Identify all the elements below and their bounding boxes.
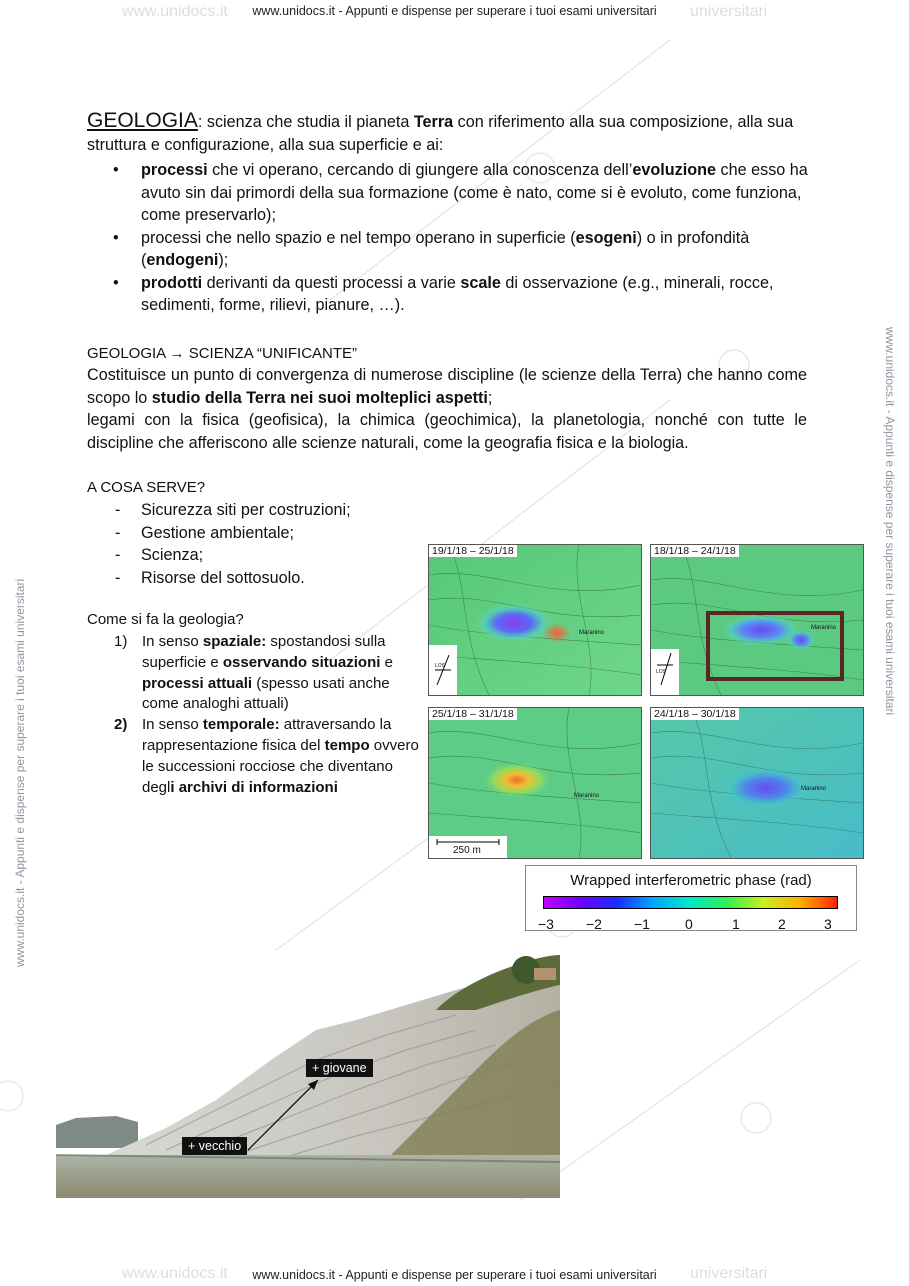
watermark-bottom-left: www.unidocs.it: [122, 1265, 228, 1282]
insar-los-label: LOS: [656, 669, 667, 675]
insar-scale-label: 250 m: [453, 845, 481, 856]
serve-item: - Gestione ambientale;: [87, 522, 417, 545]
insar-map-4: [651, 708, 863, 858]
come-list: [87, 632, 422, 798]
insar-place-label: Maranino: [579, 630, 605, 636]
serve-item: - Scienza;: [87, 544, 417, 567]
bullet-prodotti: • prodotti derivanti da questi processi a varie scale di osservazione (e.g., minerali, rocce, sedimenti, forme, rilievi, pianure, …).: [87, 272, 817, 317]
serve-item: - Sicurezza siti per costruzioni;: [87, 499, 417, 522]
page-header[interactable]: www.unidocs.it - Appunti e dispense per superare i tuoi esami universitari: [252, 4, 657, 18]
insar-panel-2: [650, 544, 864, 696]
colorbar-tick: 0: [685, 916, 693, 931]
intro-paragraph: [87, 110, 817, 156]
colorbar-tick: 3: [824, 916, 832, 931]
intro-bullets: [87, 159, 817, 317]
insar-place-label: Maranino: [801, 786, 827, 792]
label-giovane: + giovane: [306, 1059, 373, 1077]
serve-heading: A COSA SERVE?: [87, 479, 206, 496]
serve-item: - Risorse del sottosuolo.: [87, 567, 417, 590]
colorbar-legend: [525, 865, 857, 931]
colorbar-gradient: [543, 896, 838, 909]
intro-text-2: con riferimento alla sua composizione, alla sua struttura e configurazione, alla sua superficie e ai:: [87, 113, 794, 154]
colorbar-tick: −3: [538, 916, 554, 931]
cliff-photo: [56, 950, 560, 1198]
colorbar-ticks: [526, 916, 856, 931]
unificante-paragraph: Costituisce un punto di convergenza di numerose discipline (le scienze della Terra) che hanno come scopo lo studio della Terra nei suoi molteplici aspetti; legami con la fisica (geofisica), la chimica (geochimica), la planetologia, nonché con tutte le discipline che afferiscono alle scienze naturali, come la geografia fisica e la biologia.: [87, 366, 807, 452]
serve-list: [87, 499, 417, 589]
label-vecchio: + vecchio: [182, 1137, 247, 1155]
insar-place-label: Maranino: [811, 625, 837, 631]
colorbar-title: Wrapped interferometric phase (rad): [570, 872, 812, 889]
page-footer[interactable]: www.unidocs.it - Appunti e dispense per superare i tuoi esami universitari: [252, 1268, 657, 1282]
term-geologia: GEOLOGIA: [87, 109, 198, 132]
insar-panel-4: [650, 707, 864, 859]
insar-panel-4-label: 24/1/18 – 30/1/18: [651, 708, 739, 720]
side-watermark-left: www.unidocs.it - Appunti e dispense per superare i tuoi esami universitari: [13, 578, 27, 967]
insar-panel-1: [428, 544, 642, 696]
unificante-heading: GEOLOGIA → SCIENZA “UNIFICANTE”: [87, 345, 358, 362]
insar-panel-2-label: 18/1/18 – 24/1/18: [651, 545, 739, 557]
come-item-spaziale: 1) In senso spaziale: spostandosi sulla superficie e osservando situazioni e processi attuali (spesso usati anche come analoghi attuali): [114, 633, 393, 713]
come-item-temporale: 2) In senso temporale: attraversando la rappresentazione fisica del tempo ovvero le successioni rocciose che diventano degli archivi di informazioni: [114, 716, 419, 796]
insar-map-2: [651, 545, 863, 695]
colorbar-tick: 1: [732, 916, 740, 931]
colorbar-tick: −2: [586, 916, 602, 931]
insar-panel-1-label: 19/1/18 – 25/1/18: [429, 545, 517, 557]
watermark-top-right: universitari: [690, 3, 768, 20]
insar-los-label: LOS: [435, 663, 446, 669]
intro-bold-terra: Terra: [413, 113, 454, 131]
bullet-processi: • processi che vi operano, cercando di giungere alla conoscenza dell’evoluzione che esso ha avuto sin dai primordi della sua formazione (come è nato, come si è evoluto, come funziona, come preservarlo);: [87, 159, 817, 227]
bullet-esogeni: • processi che nello spazio e nel tempo operano in superficie (esogeni) o in profondità (endogeni);: [87, 227, 817, 272]
insar-panel-3-label: 25/1/18 – 31/1/18: [429, 708, 517, 720]
colorbar-tick: −1: [634, 916, 650, 931]
side-watermark-right: www.unidocs.it - Appunti e dispense per superare i tuoi esami universitari: [883, 327, 897, 716]
watermark-top-left: www.unidocs.it: [122, 3, 228, 20]
watermark-bottom-right: universitari: [690, 1265, 768, 1282]
insar-map-1: [429, 545, 641, 695]
insar-panel-3: [428, 707, 642, 859]
insar-place-label: Maranino: [574, 793, 600, 799]
colorbar-tick: 2: [778, 916, 786, 931]
intro-text-1: : scienza che studia il pianeta: [197, 113, 414, 131]
insar-figure: [428, 544, 864, 860]
come-heading: Come si fa la geologia?: [87, 611, 244, 628]
insar-map-3: [429, 708, 641, 858]
